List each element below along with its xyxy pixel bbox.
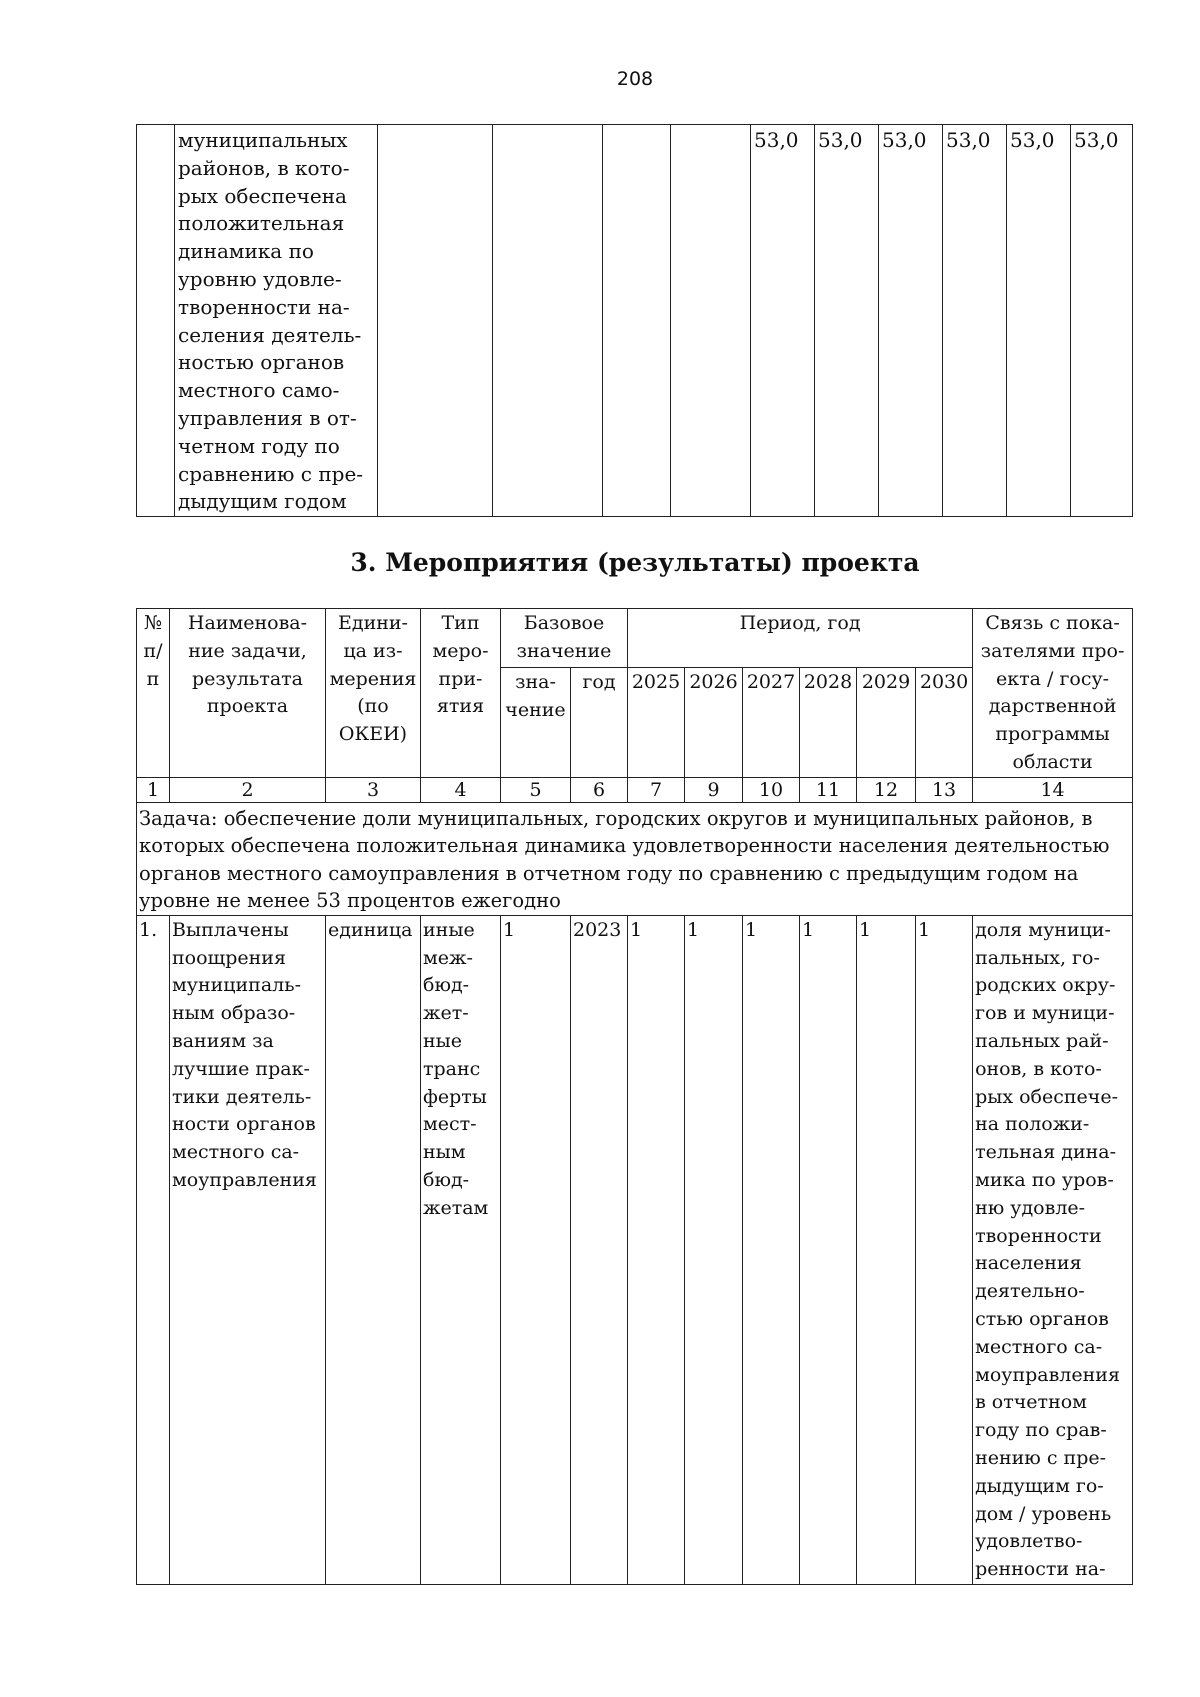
page-number: 208 <box>616 68 654 90</box>
base-year-cell: 2023 <box>571 915 628 1584</box>
text-line: местного са- <box>172 1141 300 1164</box>
column-number: 12 <box>857 777 916 802</box>
year-value-cell: 1 <box>857 915 916 1584</box>
project-activities-table <box>136 608 1133 1585</box>
table-row <box>137 125 1133 517</box>
column-number: 5 <box>501 777 571 802</box>
column-number: 11 <box>800 777 857 802</box>
text-line: онов, в кото- <box>975 1057 1102 1080</box>
text-line: моуправления <box>975 1363 1120 1386</box>
unit-cell: единица <box>326 915 421 1584</box>
text-line: тики деятель- <box>172 1085 312 1108</box>
year-value-cell: 1 <box>916 915 973 1584</box>
text-line: ным <box>423 1141 466 1164</box>
text-line: дом / уровень <box>975 1502 1112 1525</box>
header-year: 2029 <box>857 667 916 777</box>
task-text <box>137 802 1133 915</box>
text-line: ню удовле- <box>975 1196 1086 1219</box>
text-line: ренности на- <box>975 1558 1106 1581</box>
value-cell: 53,0 <box>879 125 943 517</box>
text-line: бюд- <box>423 1168 470 1191</box>
header-year: 2028 <box>800 667 857 777</box>
text-line: сравнению с пре- <box>178 461 364 486</box>
header-base <box>501 609 628 668</box>
text-line: Тип <box>441 612 480 634</box>
empty-cell <box>603 125 671 517</box>
text-line: тельная дина- <box>975 1141 1117 1164</box>
text-line: Задача: обеспечение доли муниципальных, городских округов и муниципальных районов, в <box>139 806 1093 830</box>
text-line: на положи- <box>975 1113 1090 1136</box>
text-line: Связь с пока- <box>985 612 1120 634</box>
column-number: 6 <box>571 777 628 802</box>
text-line: мерения <box>329 667 417 690</box>
text-line: меж- <box>423 946 473 969</box>
year-value-cell: 1 <box>743 915 800 1584</box>
text-line: чение <box>505 698 566 721</box>
text-line: Наименова- <box>187 612 308 634</box>
column-number: 7 <box>628 777 685 802</box>
text-line: гов и муници- <box>975 1002 1115 1025</box>
text-line: иные <box>423 918 475 941</box>
text-line: поощрения <box>172 946 286 969</box>
value-cell: 53,0 <box>815 125 879 517</box>
num-cell <box>137 125 175 517</box>
header-num <box>137 609 170 778</box>
header-name <box>170 609 326 778</box>
column-number: 9 <box>685 777 743 802</box>
text-line: дыдущим го- <box>975 1474 1104 1497</box>
text-line: ятия <box>436 695 485 718</box>
text-line: творенности <box>975 1224 1102 1247</box>
text-line: муниципальных <box>178 128 348 152</box>
header-link <box>973 609 1133 778</box>
base-value-cell: 1 <box>501 915 571 1584</box>
text-line: Выплачены <box>172 918 289 941</box>
column-number: 14 <box>973 777 1133 802</box>
value-cell: 53,0 <box>751 125 815 517</box>
text-line: ным образо- <box>172 1002 296 1025</box>
column-number: 4 <box>421 777 501 802</box>
text-line: моуправления <box>172 1168 317 1191</box>
header-base-value <box>501 667 571 777</box>
text-line: проекта <box>206 695 289 718</box>
text-line: результата <box>191 667 304 690</box>
text-line: значение <box>516 639 612 662</box>
text-line: ностью органов <box>178 350 345 375</box>
section-title: 3. Мероприятия (результаты) проекта <box>350 548 920 577</box>
text-line: ние задачи, <box>188 639 307 662</box>
text-line: районов, в кото- <box>178 155 350 180</box>
text-line: при- <box>438 667 483 690</box>
column-number: 10 <box>743 777 800 802</box>
table-row <box>137 915 1133 1584</box>
column-numbers-row <box>137 777 1133 802</box>
text-line: удовлетво- <box>975 1530 1083 1553</box>
task-row <box>137 802 1133 915</box>
text-line: № <box>144 612 162 634</box>
text-line: ности органов <box>172 1113 316 1136</box>
text-line: четном году по <box>178 433 340 458</box>
text-line: населения <box>975 1252 1082 1275</box>
text-line: органов местного самоуправления в отчетном году по сравнению с предыдущим годом на <box>139 861 1079 885</box>
header-unit <box>326 609 421 778</box>
text-line: зателями про- <box>980 639 1125 662</box>
empty-cell <box>671 125 751 517</box>
text-line: (по <box>357 695 389 718</box>
text-line: в отчетном <box>975 1391 1087 1414</box>
year-value-cell: 1 <box>800 915 857 1584</box>
text-line: стью органов <box>975 1307 1109 1330</box>
column-number: 3 <box>326 777 421 802</box>
text-line: транс <box>423 1057 481 1080</box>
indicator-link <box>973 915 1133 1584</box>
header-year: 2027 <box>743 667 800 777</box>
year-value-cell: 1 <box>628 915 685 1584</box>
text-line: деятельно- <box>975 1280 1085 1303</box>
text-line: творенности на- <box>178 294 350 319</box>
text-line: мест- <box>423 1113 477 1136</box>
value-cell: 53,0 <box>1071 125 1133 517</box>
text-line: муниципаль- <box>172 974 301 997</box>
text-line: рых обеспечена <box>178 183 347 208</box>
empty-cell <box>378 125 493 517</box>
text-line: п/ <box>143 639 163 662</box>
text-line: местного само- <box>178 378 340 403</box>
text-line: году по срав- <box>975 1419 1107 1442</box>
text-line: пальных, го- <box>975 946 1100 969</box>
text-line: программы <box>995 723 1110 746</box>
text-line: динамика по <box>178 239 314 264</box>
row-num: 1. <box>137 915 170 1584</box>
text-line: лучшие прак- <box>172 1057 310 1080</box>
text-line: рых обеспече- <box>975 1085 1118 1108</box>
value-cell: 53,0 <box>1007 125 1071 517</box>
column-number: 2 <box>170 777 326 802</box>
text-line: ца из- <box>343 639 403 662</box>
text-line: зна- <box>515 670 556 693</box>
text-line: уровне не менее 53 процентов ежегодно <box>139 889 561 913</box>
header-row <box>137 609 1133 668</box>
continued-indicators-table <box>136 124 1133 517</box>
text-line: которых обеспечена положительная динамика удовлетворенности населения деятельностью <box>139 834 1110 858</box>
text-line: нению с пре- <box>975 1446 1107 1469</box>
year-value-cell: 1 <box>685 915 743 1584</box>
column-number: 1 <box>137 777 170 802</box>
text-line: бюд- <box>423 974 470 997</box>
value-cell: 53,0 <box>943 125 1007 517</box>
activity-type <box>421 915 501 1584</box>
text-line: местного са- <box>975 1335 1103 1358</box>
empty-cell <box>493 125 603 517</box>
result-name <box>170 915 326 1584</box>
text-line: селения деятель- <box>178 322 362 347</box>
text-line: меро- <box>432 639 489 662</box>
column-number: 13 <box>916 777 973 802</box>
text-line: ферты <box>423 1085 487 1108</box>
text-line: Базовое <box>523 612 605 634</box>
header-base-year: год <box>571 667 628 777</box>
header-year: 2030 <box>916 667 973 777</box>
text-line: жетам <box>423 1196 489 1219</box>
text-line: ваниям за <box>172 1029 274 1052</box>
text-line: ные <box>423 1029 463 1052</box>
indicator-name-cell <box>175 125 378 517</box>
header-type <box>421 609 501 778</box>
text-line: управления в от- <box>178 405 357 430</box>
header-period: Период, год <box>628 609 973 668</box>
header-year: 2025 <box>628 667 685 777</box>
text-line: области <box>1012 750 1093 773</box>
text-line: ОКЕИ) <box>338 723 408 746</box>
text-line: мика по уров- <box>975 1168 1114 1191</box>
text-line: пальных рай- <box>975 1029 1109 1052</box>
text-line: дыдущим годом <box>178 489 347 514</box>
text-line: уровню удовле- <box>178 266 342 291</box>
text-line: дарственной <box>988 695 1117 718</box>
text-line: положительная <box>178 211 345 236</box>
text-line: Едини- <box>338 612 408 634</box>
text-line: екта / госу- <box>996 667 1110 690</box>
text-line: жет- <box>423 1002 469 1025</box>
header-year: 2026 <box>685 667 743 777</box>
text-line: п <box>146 667 160 690</box>
text-line: родских окру- <box>975 974 1116 997</box>
text-line: доля муници- <box>975 918 1111 941</box>
